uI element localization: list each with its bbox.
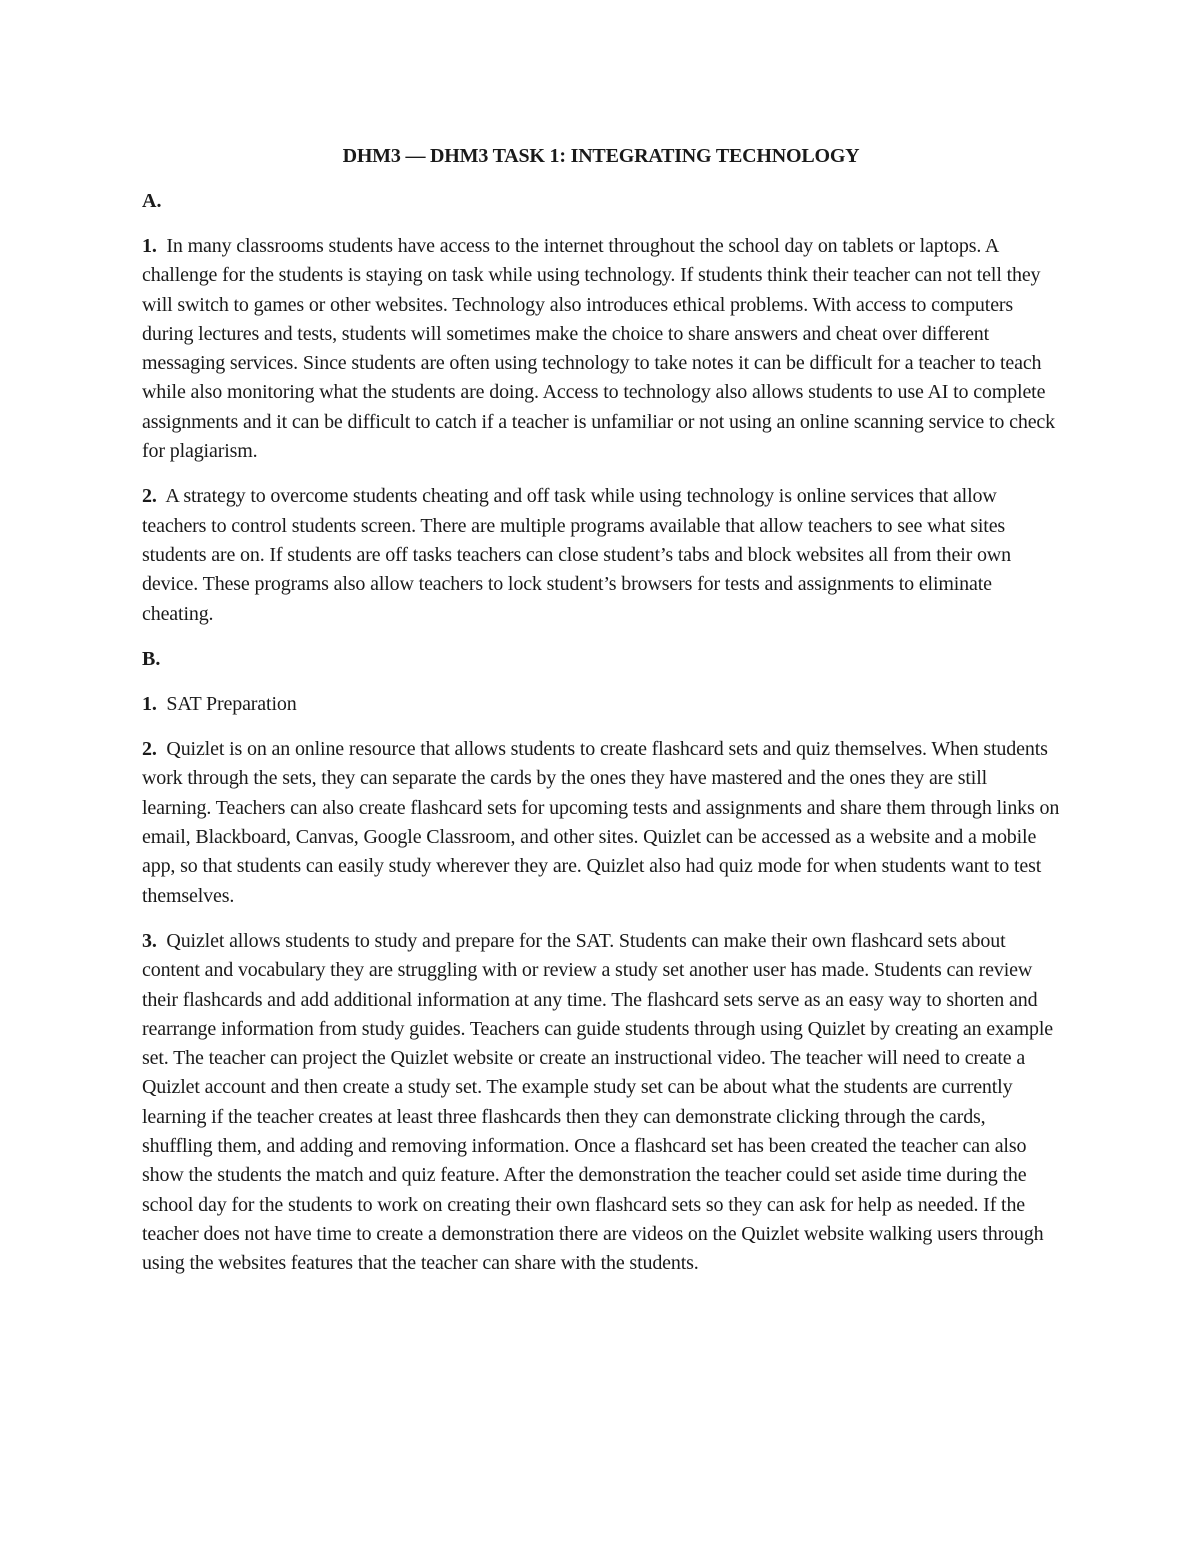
- item-text: Quizlet is on an online resource that allows students to create flashcard sets and quiz themselves. When students work through the sets, they can separate the cards by the ones they have mastered and the ones they are still learning. Teachers can also create flashcard sets for upcoming tests and assignments and share them through links on email, Blackboard, Canvas, Google Classroom, and other sites. Quizlet can be accessed as a website and a mobile app, so that students can easily study wherever they are. Quizlet also had quiz mode for when students want to test themselves.: [142, 738, 1060, 907]
- document-title: DHM3 — DHM3 TASK 1: INTEGRATING TECHNOLOGY: [342, 145, 860, 167]
- item-number: 1.: [142, 692, 157, 715]
- section-b-item-2: [142, 735, 1060, 911]
- section-heading-b: B.: [142, 647, 161, 670]
- item-text: Quizlet allows students to study and prepare for the SAT. Students can make their own flashcard sets about content and vocabulary they are struggling with or review a study set another user has made. Students can review their flashcards and add additional information at any time. The flashcard sets serve as an easy way to shorten and rearrange information from study guides. Teachers can guide students through using Quizlet by creating an example set. The teacher can project the Quizlet website or create an instructional video. The teacher will need to create a Quizlet account and then create a study set. The example study set can be about what the students are currently learning if the teacher creates at least three flashcards then they can demonstrate clicking through the cards, shuffling them, and adding and removing information. Once a flashcard set has been created the teacher can also show the students the match and quiz feature. After the demonstration the teacher could set aside time during the school day for the students to work on creating their own flashcard sets so they can ask for help as needed. If the teacher does not have time to create a demonstration there are videos on the Quizlet website walking users through using the websites features that the teacher can share with the students.: [142, 929, 1053, 1275]
- section-heading-a: A.: [142, 190, 162, 212]
- item-number: 2.: [142, 738, 157, 761]
- section-b-item-3: [142, 927, 1060, 1279]
- section-b-item-1: [142, 690, 1060, 719]
- item-number: 2.: [142, 485, 157, 508]
- item-text: In many classrooms students have access to the internet throughout the school day on tablets or laptops. A challenge for the students is staying on task while using technology. If students think their teacher can not tell they will switch to games or other websites. Technology also introduces ethical problems. With access to computers during lectures and tests, students will sometimes make the choice to share answers and cheat over different messaging services. Since students are often using technology to take notes it can be difficult for a teacher to teach while also monitoring what the students are doing. Access to technology also allows students to use AI to complete assignments and it can be difficult to catch if a teacher is unfamiliar or not using an online scanning service to check for plagiarism.: [142, 235, 1055, 463]
- item-text: A strategy to overcome students cheating and off task while using technology is online services that allow teachers to control students screen. There are multiple programs available that allow teachers to see what sites students are on. If students are off tasks teachers can close student’s tabs and block websites all from their own device. These programs also allow teachers to lock student’s browsers for tests and assignments to eliminate cheating.: [142, 485, 1011, 625]
- item-number: 1.: [142, 235, 157, 257]
- section-a-item-1: [142, 232, 1060, 466]
- item-number: 3.: [142, 929, 157, 952]
- item-text: SAT Preparation: [166, 692, 297, 715]
- document-body: [142, 142, 1060, 1295]
- section-a-item-2: [142, 482, 1060, 628]
